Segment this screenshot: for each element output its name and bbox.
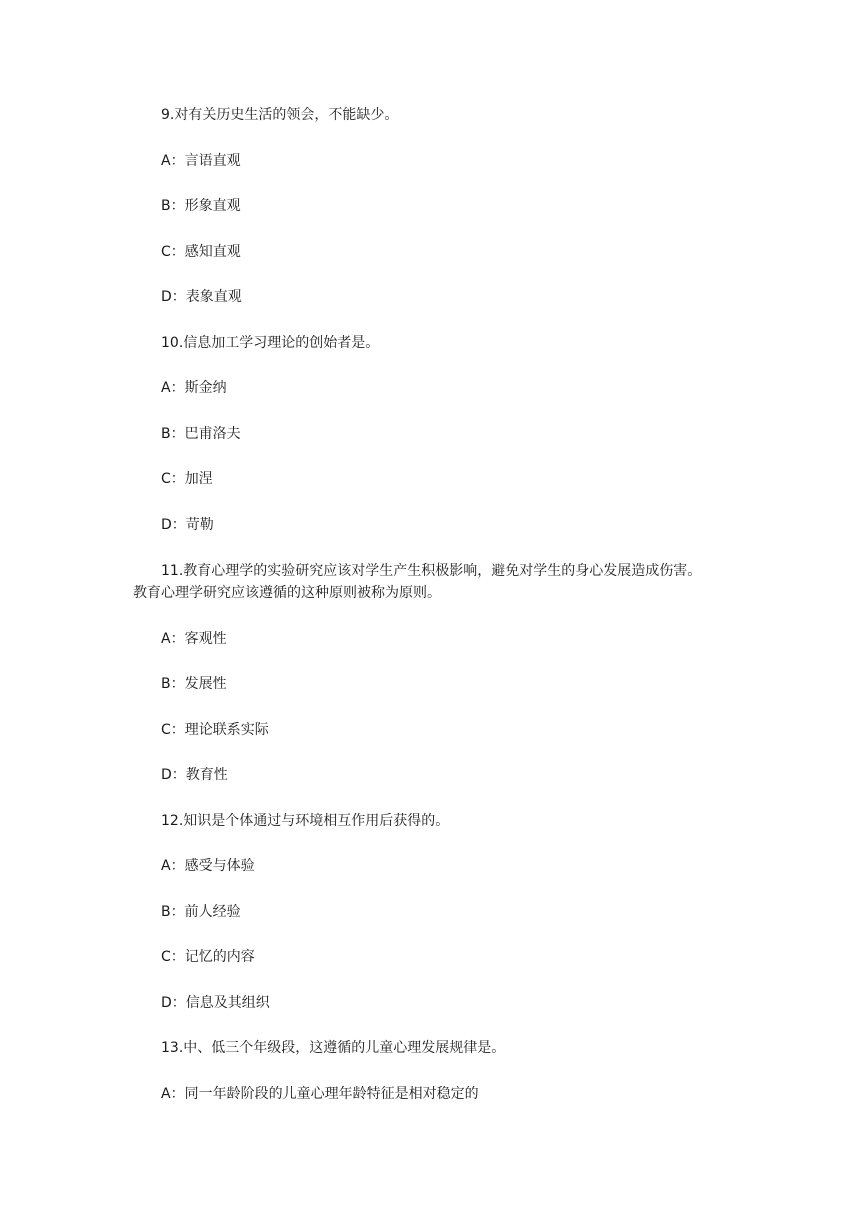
- question-9-stem: 9.对有关历史生活的领会，不能缺少。: [161, 107, 399, 123]
- question-13-option-a: A：同一年龄阶段的儿童心理年龄特征是相对稳定的: [161, 1086, 479, 1102]
- question-9-option-d: D：表象直观: [161, 289, 242, 305]
- question-12-option-b: B：前人经验: [161, 904, 241, 920]
- question-10-option-b: B：巴甫洛夫: [161, 426, 241, 442]
- question-11-option-d: D：教育性: [161, 767, 228, 783]
- question-9-option-b: B：形象直观: [161, 198, 241, 214]
- question-12-option-d: D：信息及其组织: [161, 995, 270, 1011]
- question-12-option-a: A：感受与体验: [161, 858, 255, 874]
- question-13-stem: 13.中、低三个年级段，这遵循的儿童心理发展规律是。: [161, 1040, 506, 1056]
- question-9-option-c: C：感知直观: [161, 244, 241, 260]
- question-11-stem-line-2: 教育心理学研究应该遵循的这种原则被称为原则。: [133, 585, 441, 601]
- question-11-option-a: A：客观性: [161, 631, 227, 647]
- question-10-option-d: D：苛勒: [161, 517, 214, 533]
- question-12-stem: 12.知识是个体通过与环境相互作用后获得的。: [161, 813, 450, 829]
- question-9-option-a: A：言语直观: [161, 153, 241, 169]
- question-10-stem: 10.信息加工学习理论的创始者是。: [161, 335, 380, 351]
- question-11-option-b: B：发展性: [161, 676, 227, 692]
- question-11-stem-line-1: 11.教育心理学的实验研究应该对学生产生积极影响，避免对学生的身心发展造成伤害。: [161, 563, 702, 579]
- question-10-option-c: C：加涅: [161, 471, 213, 487]
- question-12-option-c: C：记忆的内容: [161, 949, 255, 965]
- question-11-option-c: C：理论联系实际: [161, 722, 269, 738]
- question-10-option-a: A：斯金纳: [161, 380, 227, 396]
